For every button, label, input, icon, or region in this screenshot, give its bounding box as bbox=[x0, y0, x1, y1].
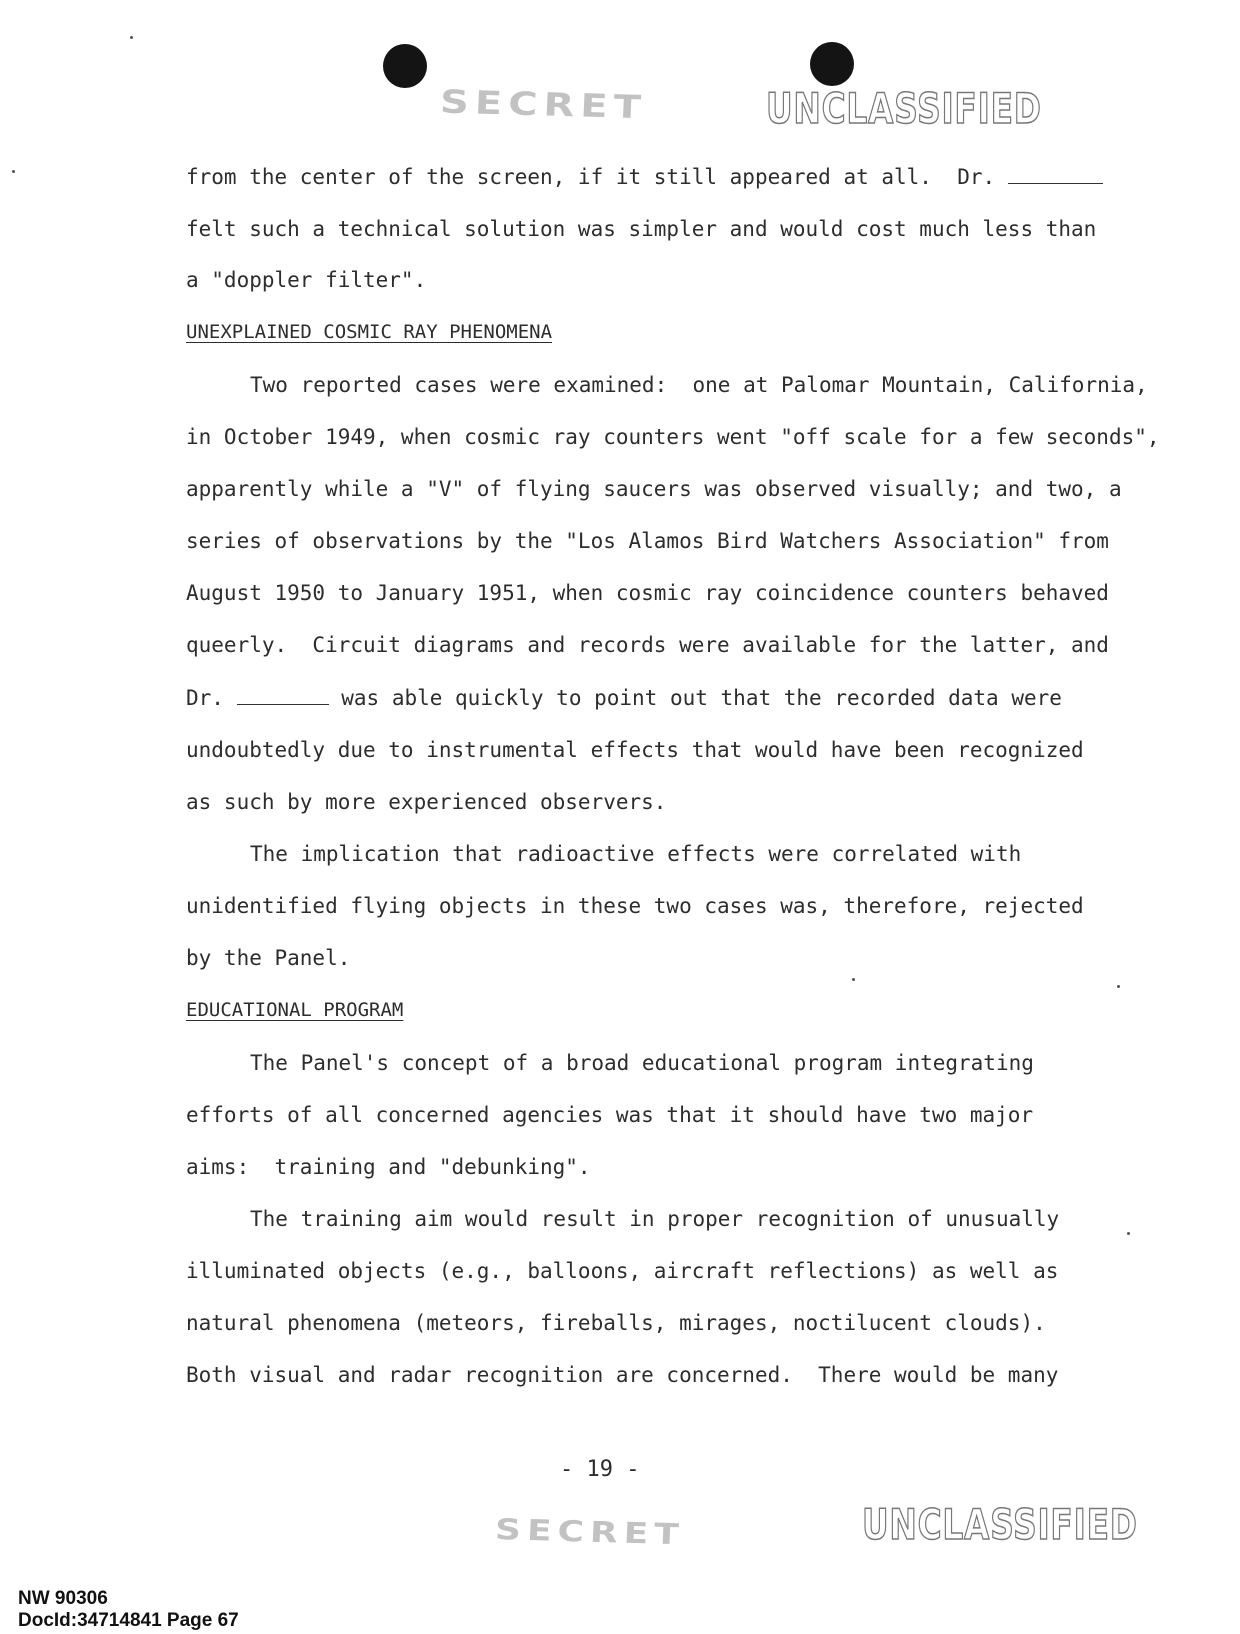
body-line: felt such a technical solution was simpler and would cost much less than bbox=[186, 217, 1097, 241]
secret-stamp-bottom: SECRET bbox=[494, 1513, 686, 1552]
body-line: apparently while a "V" of flying saucers was observed visually; and two, a bbox=[186, 477, 1122, 501]
body-line: illuminated objects (e.g., balloons, aircraft reflections) as well as bbox=[186, 1259, 1059, 1283]
body-line bbox=[186, 164, 1103, 190]
body-line: aims: training and "debunking". bbox=[186, 1155, 591, 1179]
scan-speck bbox=[1117, 985, 1120, 988]
footer-nw: NW 90306 bbox=[18, 1588, 108, 1609]
scan-speck bbox=[852, 978, 855, 981]
body-line bbox=[186, 685, 1062, 711]
unclassified-stamp-top: UNCLASSIFIED bbox=[766, 84, 1042, 133]
unclassified-stamp-bottom: UNCLASSIFIED bbox=[862, 1500, 1138, 1549]
body-line: a "doppler filter". bbox=[186, 268, 427, 292]
body-text: Dr. bbox=[186, 686, 224, 710]
punch-hole-right bbox=[810, 42, 854, 86]
section-heading-cosmic-ray: UNEXPLAINED COSMIC RAY PHENOMENA bbox=[186, 321, 553, 343]
punch-hole-left bbox=[383, 44, 427, 88]
redaction-blank bbox=[1008, 183, 1103, 184]
body-line: natural phenomena (meteors, fireballs, mirages, noctilucent clouds). bbox=[186, 1311, 1046, 1335]
body-line: efforts of all concerned agencies was that it should have two major bbox=[186, 1103, 1034, 1127]
body-text: was able quickly to point out that the recorded data were bbox=[341, 686, 1062, 710]
body-line: The implication that radioactive effects were correlated with bbox=[250, 842, 1022, 866]
body-line: The training aim would result in proper recognition of unusually bbox=[250, 1207, 1060, 1231]
page-number: - 19 - bbox=[560, 1457, 640, 1482]
body-line: in October 1949, when cosmic ray counters went "off scale for a few seconds", bbox=[186, 425, 1160, 449]
body-text: from the center of the screen, if it still appeared at all. Dr. bbox=[186, 165, 996, 189]
body-line: August 1950 to January 1951, when cosmic ray coincidence counters behaved bbox=[186, 581, 1109, 605]
section-heading-educational: EDUCATIONAL PROGRAM bbox=[186, 999, 404, 1021]
body-line: queerly. Circuit diagrams and records were available for the latter, and bbox=[186, 633, 1109, 657]
body-line: unidentified flying objects in these two cases was, therefore, rejected bbox=[186, 894, 1084, 918]
footer-docid: DocId:34714841 Page 67 bbox=[18, 1610, 239, 1631]
redaction-blank bbox=[237, 704, 329, 705]
body-line: as such by more experienced observers. bbox=[186, 790, 667, 814]
body-line: undoubtedly due to instrumental effects that would have been recognized bbox=[186, 738, 1084, 762]
scan-speck bbox=[1127, 1232, 1130, 1235]
body-line: Both visual and radar recognition are concerned. There would be many bbox=[186, 1363, 1059, 1387]
secret-stamp-top: SECRET bbox=[439, 83, 648, 127]
body-line: by the Panel. bbox=[186, 946, 351, 970]
scan-speck bbox=[12, 170, 15, 173]
body-line: Two reported cases were examined: one at Palomar Mountain, California, bbox=[250, 373, 1148, 397]
body-line: series of observations by the "Los Alamos Bird Watchers Association" from bbox=[186, 529, 1109, 553]
scan-speck bbox=[130, 36, 133, 39]
body-line: The Panel's concept of a broad educational program integrating bbox=[250, 1051, 1034, 1075]
